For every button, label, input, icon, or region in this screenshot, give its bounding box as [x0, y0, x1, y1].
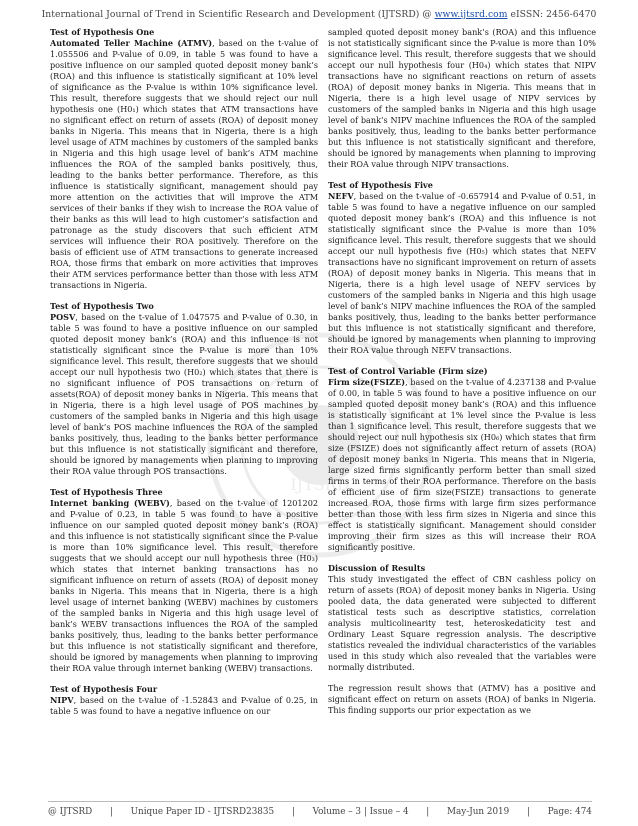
- hypothesis-two-text: , based on the t-value of 1.047575 and P-value of 0.30, in table 5 was found to have a positive influence on our sampled quoted deposit money bank’s (ROA) and this influence is not statistically significant since the P-value is more than 10% significance level. This result, therefore suggests that we should accept our null hypothesis two (H0₂) which states that there is no significant influence of POS transactions on return of assets(ROA) of deposit money banks in Nigeria. This means that in Nigeria, there is a high level usage of POS machines by customers of the sampled banks in Nigeria and this high usage level of bank’s POS machine influences the ROA of the sampled banks positively, thus, leading to the banks better performance but this influence is not statistically significant and therefore, should be ignored by managements when planning to improving their ROA value through POS transactions.: [50, 312, 318, 476]
- header-link[interactable]: www.ijtsrd.com: [434, 9, 508, 20]
- page-footer: [48, 807, 592, 817]
- atmv-term: Automated Teller Machine (ATMV): [50, 38, 213, 48]
- header-issn: eISSN: 2456-6470: [507, 9, 597, 20]
- footer-paper-id: Unique Paper ID - IJTSRD23835: [130, 807, 275, 817]
- control-variable-text: , based on the t-value of 4.237138 and P-value of 0.00, in table 5 was found to have a positive influence on our sampled quoted deposit money bank’s (ROA) and this influence is statistically significant at 1% level since the P-value is less than 1 significance level. This result, therefore suggests that we should reject our null hypothesis six (H0₆) which states that firm size (FSIZE) does not significantly affect return of assets (ROA) of deposit money banks in Nigeria. This means that in Nigeria, large sized firms significantly perform better than small sized firms in terms of their ROA performance. Therefore on the basis of efficient use of firm size(FSIZE) transactions to generate increased ROA, those firms with large firm sizes performance better than those with less firm sizes in Nigeria and since this effect is statistically significant. Management should consider improving their firm sizes as this will increase their ROA significantly positive.: [328, 377, 596, 552]
- fsize-term: Firm size(FSIZE): [328, 377, 406, 387]
- hypothesis-five-text: , based on the t-value of -0.657914 and P-value of 0.51, in table 5 was found to have a negative influence on our sampled quoted deposit money bank’s (ROA) and this influence is not statistically significant since the P-value is more than 10% significance level. This result, therefore suggests that we should accept our null hypothesis five (H0₅) which states that NEFV transactions have no significant improvement on return of assets (ROA) of deposit money banks in Nigeria. This means that in Nigeria, there is a high level usage of NEFV services by customers of the sampled banks in Nigeria and this high usage level of bank’s NIPV machine influences the ROA of the sampled banks positively, thus, leading to the banks better performance but this influence is not statistically significant and therefore, should be ignored by managements when planning to improving their ROA value through NEFV transactions.: [328, 191, 596, 355]
- footer-page-number: Page: 474: [547, 807, 592, 817]
- footer-separator: |: [426, 807, 430, 817]
- hypothesis-four-text: , based on the t-value of -1.52843 and P-value of 0.25, in table 5 was found to have a negative influence on our: [50, 695, 318, 716]
- header-journal: International Journal of Trend in Scientific Research and Development (IJTSRD) @: [41, 9, 435, 20]
- discussion-heading: Discussion of Results: [328, 563, 426, 573]
- running-header: [0, 9, 638, 20]
- regression-result-text: The regression result shows that (ATMV) has a positive and significant effect on return on assets (ROA) of banks in Nigeria. This finding supports our prior expectation as we: [328, 683, 596, 715]
- hypothesis-five-heading: Test of Hypothesis Five: [328, 180, 433, 190]
- hypothesis-one-heading: Test of Hypothesis One: [50, 27, 155, 37]
- footer-volume: Volume – 3 | Issue – 4: [312, 807, 409, 817]
- footer-separator: |: [291, 807, 295, 817]
- hypothesis-one-text: , based on the t-value of 1.055506 and P-value of 0.09, in table 5 was found to have a positive influence on our sampled quoted deposit money bank’s (ROA) and this influence is statistically significant at 10% level of significance as the P-value is within 10% significance level. This result, therefore suggests that we should reject our null hypothesis one (H0₁) which states that ATM transactions have no significant effect on return of assets (ROA) of deposit money banks in Nigeria. This means that in Nigeria, there is a high level usage of ATM machines by customers of the sampled banks in Nigeria and this high usage level of bank’s ATM machine influences the ROA of the sampled banks positively, thus, leading to the banks better performance. Therefore, as this influence is statistically significant, management should pay more attention on the activities that will improve the ATM services of their banks if they wish to increase the ROA value of their banks as this will lead to high customer’s satisfaction and patronage as the study discovers that such efficient ATM services will influence their ROA positively. Therefore on the basis of efficient use of ATM transactions to generate increased ROA, those firms that embark on more activities that improves their ATM services performance better than those with less ATM transactions in Nigeria.: [50, 38, 318, 290]
- footer-date: May-Jun 2019: [447, 807, 510, 817]
- posv-term: POSV: [50, 312, 76, 322]
- hypothesis-two-heading: Test of Hypothesis Two: [50, 301, 154, 311]
- nipv-term: NIPV: [50, 695, 74, 705]
- control-variable-heading: Test of Control Variable (Firm size): [328, 366, 488, 376]
- svg-text:IJTSRD: IJTSRD: [290, 475, 350, 494]
- footer-journal: @ IJTSRD: [48, 807, 93, 817]
- nefv-term: NEFV: [328, 191, 354, 201]
- left-column: [50, 27, 318, 717]
- discussion-text: This study investigated the effect of CBN cashless policy on return of assets (ROA) of deposit money banks in Nigeria. Using pooled data, the data generated were subjected to different statistical tests such as descriptive statistics, correlation analysis multicolinearity test, heteroskedaticity test and Ordinary Least Square regression analysis. The descriptive statistics revealed the individual characteristics of the variables used in this study which also revealed that the variables were normally distributed.: [328, 574, 596, 672]
- hypothesis-four-continued: sampled quoted deposit money bank’s (ROA) and this influence is not statistically significant since the P-value is more than 10% significance level. This result, therefore suggests that we should accept our null hypothesis four (H0₄) which states that NIPV transactions have no significant reactions on return of assets (ROA) of deposit money banks in Nigeria. This means that in Nigeria, there is a high level usage of NIPV services by customers of the sampled banks in Nigeria and this high usage level of bank’s NIPV machine influences the ROA of the sampled banks positively, thus, leading to the banks better performance but this influence is not statistically significant and therefore, should be ignored by managements when planning to improving their ROA value through NIPV transactions.: [328, 27, 596, 169]
- hypothesis-four-heading: Test of Hypothesis Four: [50, 684, 158, 694]
- webv-term: Internet banking (WEBV): [50, 498, 170, 508]
- footer-separator: |: [527, 807, 530, 817]
- footer-divider: [48, 801, 592, 802]
- right-column: [328, 27, 596, 716]
- hypothesis-three-heading: Test of Hypothesis Three: [50, 487, 163, 497]
- footer-separator: |: [109, 807, 113, 817]
- hypothesis-three-text: , based on the t-value of 1201202 and P-value of 0.23, in table 5 was found to have a positive influence on our sampled quoted deposit money bank’s (ROA) and this influence is not statistically significant since the P-value is more than 10% significance level. This result, therefore suggests that we should accept our null hypothesis three (H0₃) which states that internet banking transactions has no significant influence on return of assets (ROA) of deposit money banks in Nigeria. This means that in Nigeria, there is a high level usage of internet banking (WEBV) machines by customers of the sampled banks in Nigeria and this high usage level of bank’s WEBV transactions influences the ROA of the sampled banks positively, thus, leading to the banks better performance but this influence is not statistically significant and therefore, should be ignored by managements when planning to improving their ROA value through internet banking (WEBV) transactions.: [50, 498, 318, 673]
- svg-text:in Scie: in Scie: [292, 415, 348, 434]
